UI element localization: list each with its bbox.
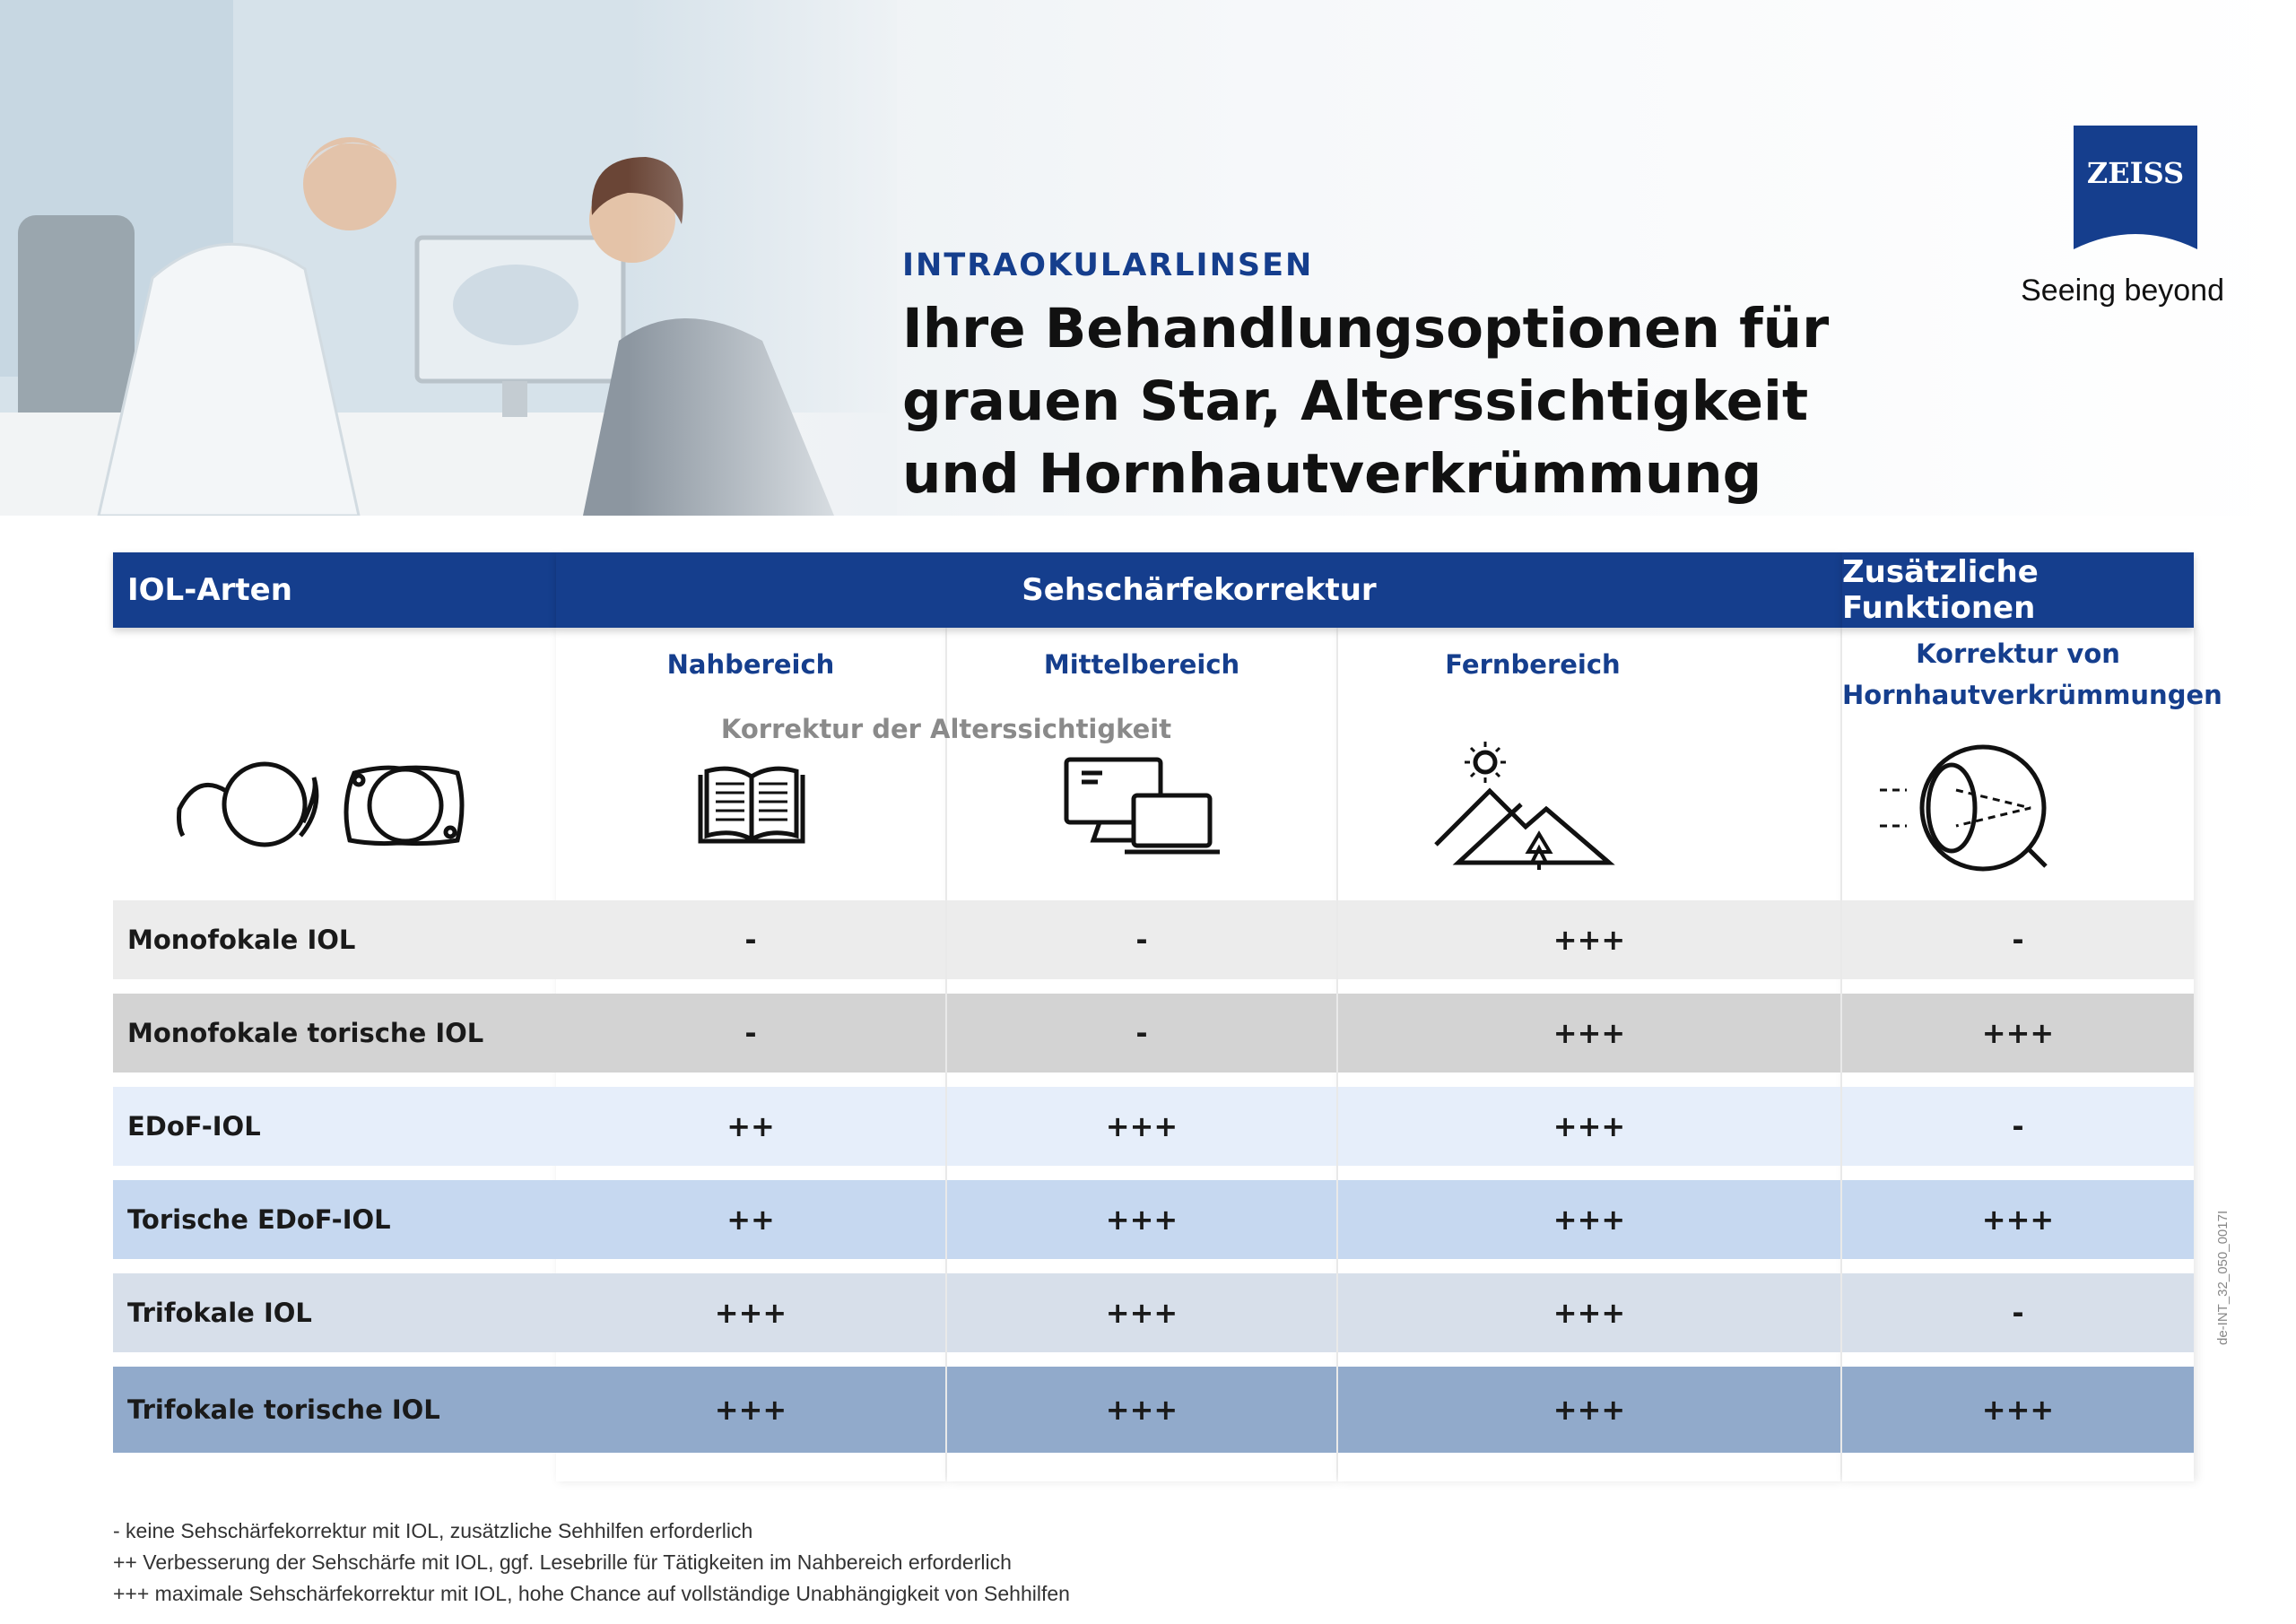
- subheader-mid: Mittelbereich: [1043, 649, 1240, 680]
- cell-near: ++: [556, 1180, 945, 1259]
- table-row: [113, 1367, 2194, 1453]
- cell-astig: -: [1842, 900, 2194, 979]
- tagline: Seeing beyond: [2021, 274, 2224, 308]
- cell-far: +++: [1338, 900, 1840, 979]
- cell-far: +++: [1338, 1367, 1840, 1453]
- cell-far: +++: [1338, 994, 1840, 1073]
- page-title: [902, 292, 2068, 510]
- subheader-far: Fernbereich: [1445, 649, 1621, 680]
- subheader-line: Hornhautverkrümmungen: [1842, 680, 2222, 710]
- cell-near: +++: [556, 1273, 945, 1352]
- title-line: Ihre Behandlungsoptionen für: [902, 297, 1830, 360]
- row-label: Trifokale torische IOL: [113, 1367, 556, 1453]
- book-icon: [696, 764, 807, 848]
- row-label: Trifokale IOL: [113, 1273, 556, 1352]
- legend: [113, 1515, 1070, 1610]
- table-row: [113, 1180, 2194, 1259]
- table-row: [113, 1273, 2194, 1352]
- cell-far: +++: [1338, 1087, 1840, 1166]
- cell-near: -: [556, 994, 945, 1073]
- header-visual-correction: Sehschärfekorrektur: [556, 552, 1842, 628]
- cell-far: +++: [1338, 1180, 1840, 1259]
- doctor-patient-photo: [0, 0, 897, 516]
- cell-astig: -: [1842, 1087, 2194, 1166]
- document-id: de-INT_32_050_0017I: [2215, 1210, 2231, 1345]
- zeiss-logo: [2074, 126, 2197, 249]
- subheader-line: Korrektur von: [1916, 638, 2120, 669]
- title-line: und Hornhautverkrümmung: [902, 442, 1762, 506]
- computer-icon: [1062, 755, 1223, 855]
- header-iol-types: IOL-Arten: [113, 552, 556, 628]
- header-additional-functions: Zusätzliche Funktionen: [1842, 552, 2194, 628]
- row-label: Monofokale torische IOL: [113, 994, 556, 1073]
- iol-comparison-table: [113, 552, 2222, 1481]
- cell-mid: -: [947, 994, 1336, 1073]
- eye-icon: [1871, 741, 2050, 875]
- cell-near: -: [556, 900, 945, 979]
- overline: INTRAOKULARLINSEN: [902, 248, 1314, 283]
- cell-astig: +++: [1842, 1180, 2194, 1259]
- cell-astig: -: [1842, 1273, 2194, 1352]
- cell-mid: +++: [947, 1180, 1336, 1259]
- cell-mid: -: [947, 900, 1336, 979]
- cell-mid: +++: [947, 1087, 1336, 1166]
- hero-banner: [0, 0, 2296, 516]
- logo-text: ZEISS: [2086, 156, 2185, 190]
- subheader-near: Nahbereich: [666, 649, 835, 680]
- iol-lens-icon: [170, 755, 493, 854]
- presbyopia-note: Korrektur der Alterssichtigkeit: [720, 714, 1172, 744]
- table-row: [113, 900, 2194, 979]
- legend-item: - keine Sehschärfekorrektur mit IOL, zusätzliche Sehhilfen erforderlich: [113, 1519, 753, 1542]
- cell-mid: +++: [947, 1367, 1336, 1453]
- mountain-sun-icon: [1431, 737, 1620, 872]
- title-line: grauen Star, Alterssichtigkeit: [902, 369, 1809, 433]
- cell-far: +++: [1338, 1273, 1840, 1352]
- subheader-astigmatism: [1842, 633, 2222, 716]
- table-row: [113, 994, 2194, 1073]
- cell-astig: +++: [1842, 1367, 2194, 1453]
- table-row: [113, 1087, 2194, 1166]
- legend-item: +++ maximale Sehschärfekorrektur mit IOL, hohe Chance auf vollständige Unabhängigkeit von Sehhilfen: [113, 1582, 1070, 1605]
- cell-near: +++: [556, 1367, 945, 1453]
- row-label: Monofokale IOL: [113, 900, 556, 979]
- cell-astig: +++: [1842, 994, 2194, 1073]
- row-label: EDoF-IOL: [113, 1087, 556, 1166]
- legend-item: ++ Verbesserung der Sehschärfe mit IOL, ggf. Lesebrille für Tätigkeiten im Nahbereich erforderlich: [113, 1550, 1012, 1574]
- row-label: Torische EDoF-IOL: [113, 1180, 556, 1259]
- cell-mid: +++: [947, 1273, 1336, 1352]
- cell-near: ++: [556, 1087, 945, 1166]
